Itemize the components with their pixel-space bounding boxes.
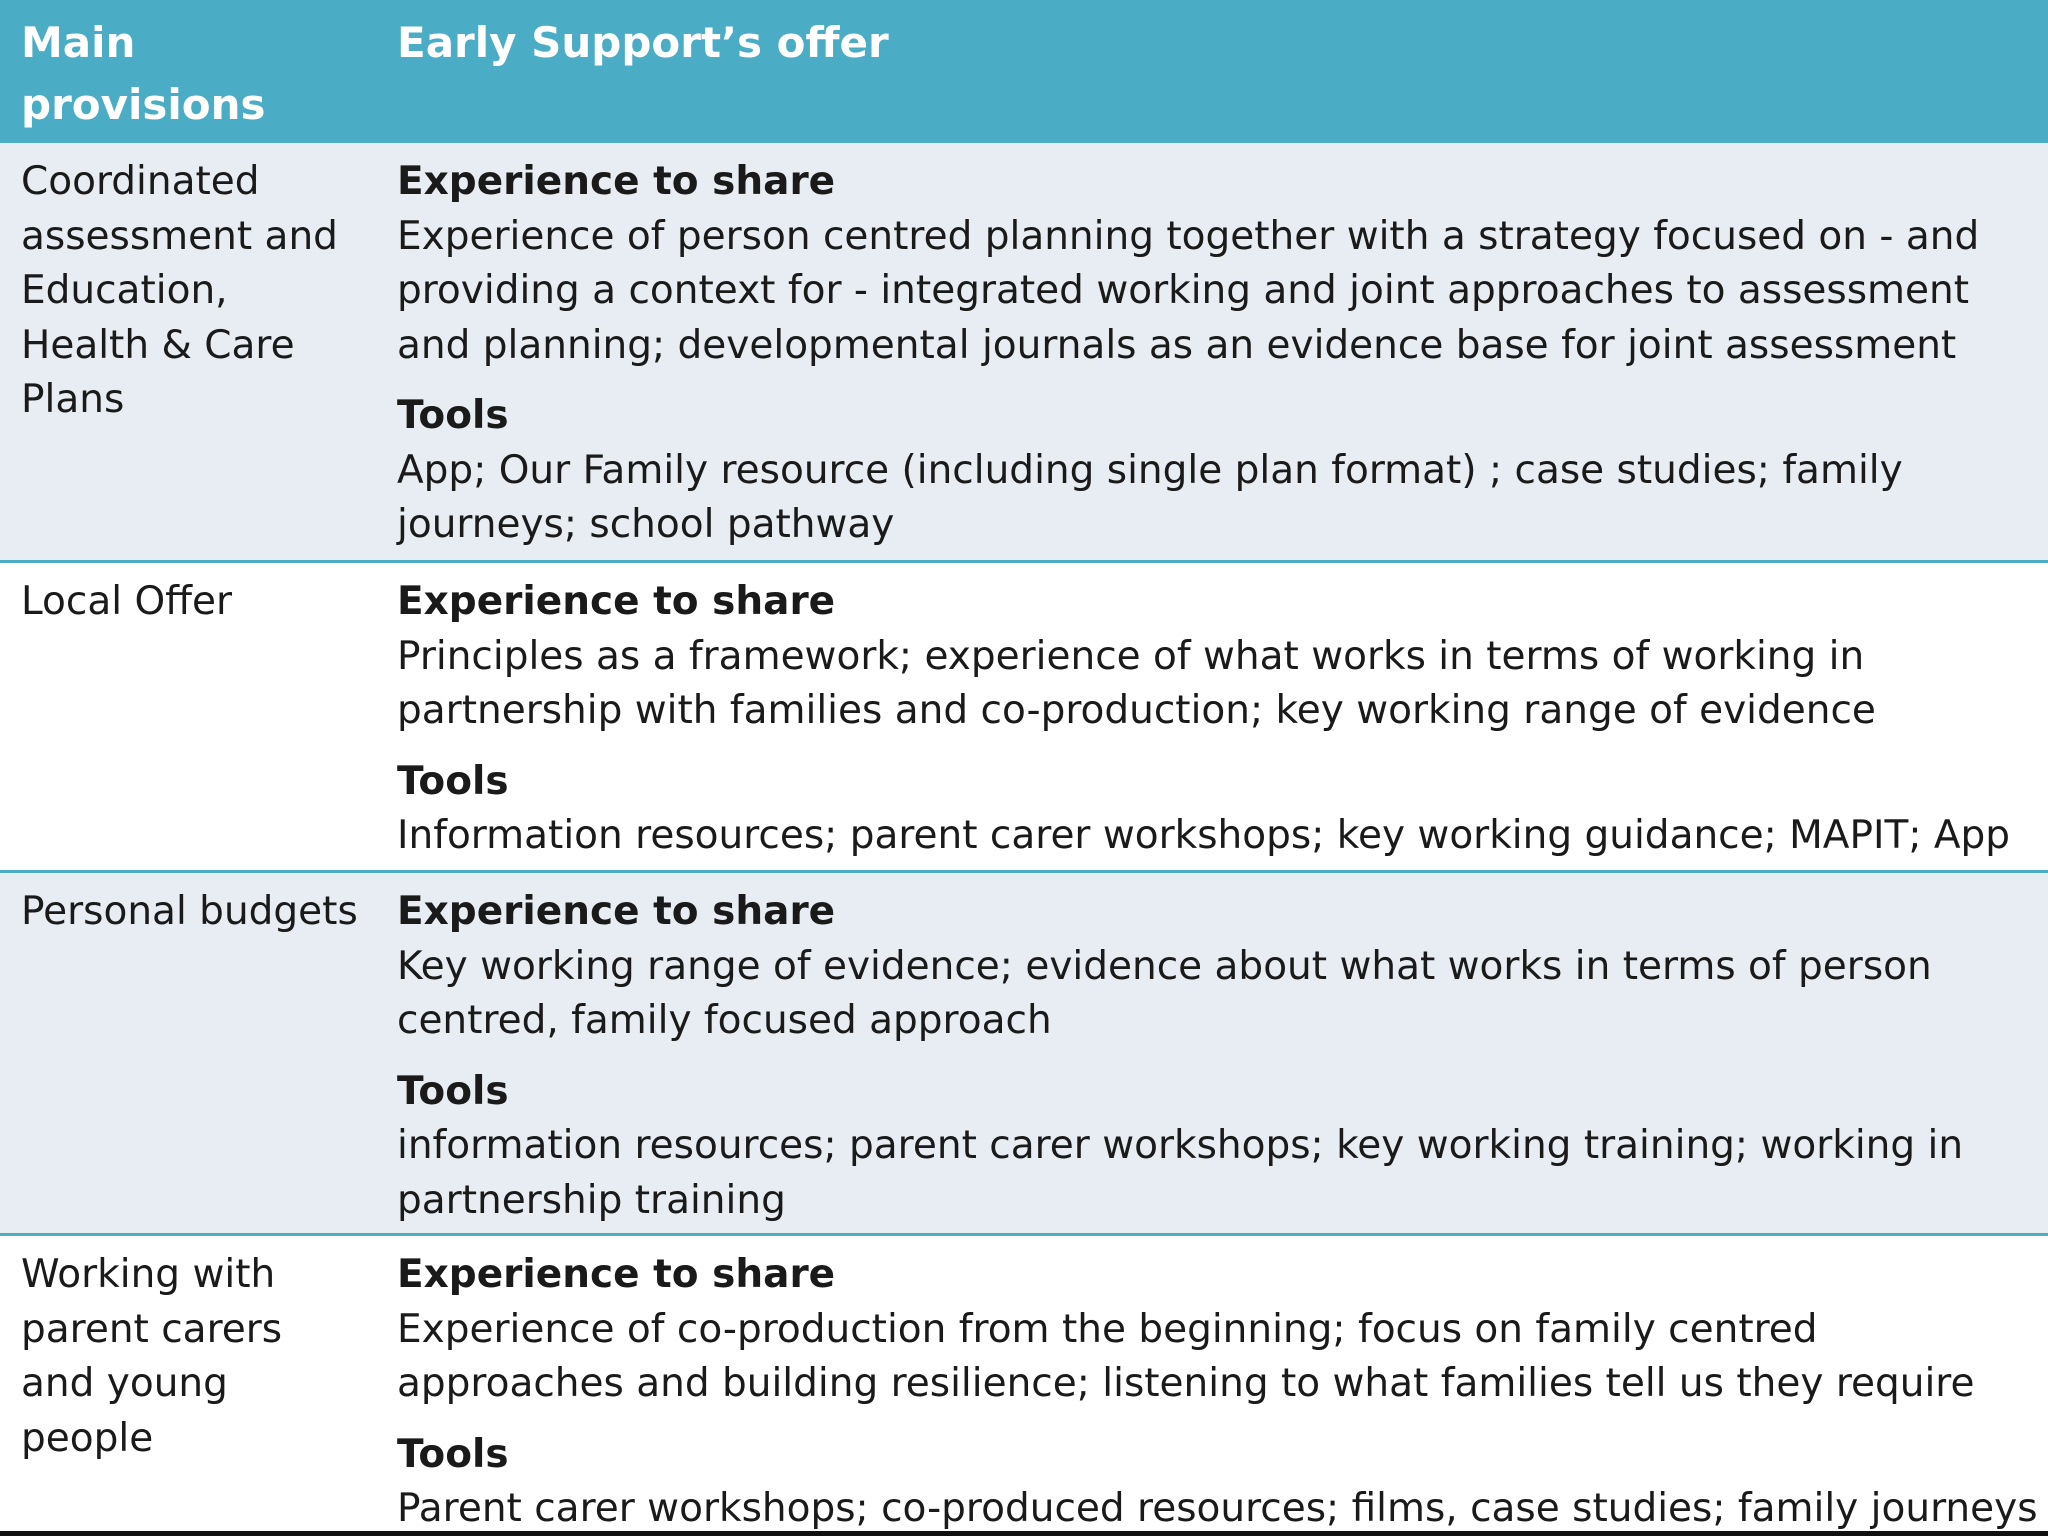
table-row <box>0 563 2048 873</box>
provision-label: Coordinated assessment and Education, Health & Care Plans <box>21 159 338 422</box>
experience-text: Key working range of evidence; evidence about what works in terms of person centred, family focused approach <box>397 943 1932 1043</box>
tools-heading: Tools <box>397 1068 509 1114</box>
tools-text: information resources; parent carer workshops; key working training; working in partnership training <box>397 1123 1964 1223</box>
bottom-border <box>0 1531 2048 1536</box>
header-main-provisions: Main provisions <box>21 18 266 129</box>
experience-heading: Experience to share <box>397 1252 836 1297</box>
tools-text: Parent carer workshops; co-produced resources; films, case studies; family journeys <box>397 1486 2038 1531</box>
tools-heading: Tools <box>397 1431 509 1477</box>
provision-label: Local Offer <box>21 579 233 624</box>
offer-cell <box>397 885 2045 1228</box>
offer-cell <box>397 575 2045 864</box>
experience-text: Experience of co-production from the beginning; focus on family centred approaches and building resilience; listening to what families tell us they require <box>397 1306 1975 1406</box>
table-row <box>0 873 2048 1236</box>
offer-cell <box>397 155 2045 553</box>
tools-text: Information resources; parent carer workshops; key working guidance; MAPIT; App <box>397 813 2011 858</box>
provision-label: Working with parent carers and young people <box>21 1252 283 1461</box>
table-row <box>0 1236 2048 1531</box>
experience-text: Principles as a framework; experience of what works in terms of working in partnership with families and co-production; key working range of evidence <box>397 633 1876 733</box>
table-row <box>0 143 2048 563</box>
tools-heading: Tools <box>397 758 509 804</box>
tools-heading: Tools <box>397 393 509 438</box>
experience-heading: Experience to share <box>397 159 836 204</box>
tools-text: App; Our Family resource (including single plan format) ; case studies; family journeys; school pathway <box>397 447 1903 547</box>
experience-heading: Experience to share <box>397 889 836 934</box>
table-header <box>0 0 2048 143</box>
experience-heading: Experience to share <box>397 579 836 624</box>
experience-text: Experience of person centred planning together with a strategy focused on - and providing a context for - integrated working and joint approaches to assessment and planning; developmental journals as an evidence base for joint assessment <box>397 213 1980 368</box>
offer-cell <box>397 1248 2045 1537</box>
provision-label: Personal budgets <box>21 889 358 934</box>
header-early-support-offer: Early Support’s offer <box>397 18 889 67</box>
